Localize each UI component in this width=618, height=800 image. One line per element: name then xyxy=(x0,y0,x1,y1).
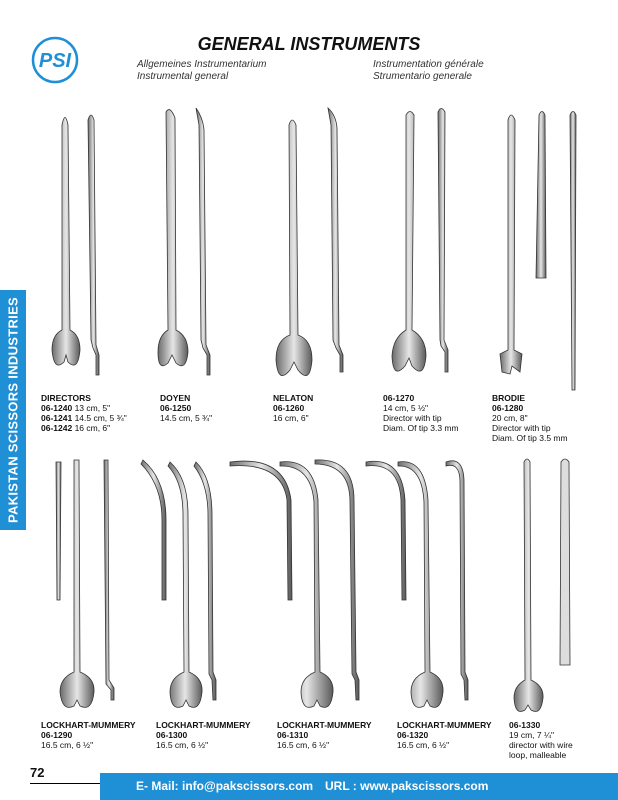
item-nelaton-label: NELATON 06-1260 16 cm, 6" xyxy=(273,393,314,423)
lockhart-1310-wire xyxy=(315,460,359,700)
lockhart-1320-curved xyxy=(366,461,406,600)
item-lockhart-1320-label: LOCKHART-MUMMERY 06-1320 16.5 cm, 6 ½" xyxy=(397,720,492,750)
item-directors-label: DIRECTORS 06-1240 13 cm, 5" 06-1241 14.5 cm, 5 ¾" 06-1242 16 cm, 6" xyxy=(41,393,127,433)
item-lockhart-1310-label: LOCKHART-MUMMERY 06-1310 16.5 cm, 6 ½" xyxy=(277,720,372,750)
director-1270-probe xyxy=(438,109,448,373)
footer-bar xyxy=(100,773,618,800)
item-lockhart-1290-label: LOCKHART-MUMMERY 06-1290 16.5 cm, 6 ½" xyxy=(41,720,136,750)
svg-text:PSI: PSI xyxy=(38,50,72,72)
subtitle-fr: Instrumentation générale xyxy=(373,59,484,70)
lockhart-1300-instrument xyxy=(168,462,202,707)
lockhart-1310-curved xyxy=(230,461,292,600)
probe-1330-wire-loop xyxy=(560,459,570,665)
probe-1330-instrument xyxy=(514,459,543,712)
item-1330-label: 06-1330 19 cm, 7 ¼" director with wire loop, malleable xyxy=(509,720,573,760)
side-tab-text: PAKISTAN SCISSORS INDUSTRIES xyxy=(5,296,21,524)
subtitle-de: Allgemeines Instrumentarium xyxy=(137,59,267,70)
doyen-probe xyxy=(196,108,210,375)
item-brodie-label: BRODIE 06-1280 20 cm, 8" Director with tip Diam. Of tip 3.5 mm xyxy=(492,393,568,443)
director-1270-instrument xyxy=(392,112,426,372)
subtitle-it: Strumentario generale xyxy=(373,71,472,82)
footer-url[interactable]: URL : www.pakscissors.com xyxy=(325,779,489,793)
directors-instrument xyxy=(52,118,80,366)
item-lockhart-1300-label: LOCKHART-MUMMERY 06-1300 16.5 cm, 6 ½" xyxy=(156,720,251,750)
lockhart-1300-wire xyxy=(194,462,216,700)
page-number: 72 xyxy=(30,765,45,780)
item-1270-label: 06-1270 14 cm, 5 ½" Director with tip Diam. Of tip 3.3 mm xyxy=(383,393,459,433)
brodie-instrument xyxy=(500,115,522,374)
brodie-tube xyxy=(536,112,546,279)
lockhart-1320-wire xyxy=(446,461,468,700)
nelaton-probe xyxy=(328,108,343,372)
item-doyen-label: DOYEN 06-1250 14.5 cm, 5 ¾" xyxy=(160,393,213,423)
directors-probe xyxy=(88,115,99,375)
footer-email[interactable]: E- Mail: info@pakscissors.com xyxy=(136,779,314,793)
page-title: GENERAL INSTRUMENTS xyxy=(197,34,421,54)
lockhart-1300-curved xyxy=(141,460,166,600)
doyen-instrument xyxy=(158,110,188,366)
footer-rule xyxy=(30,783,100,784)
lockhart-1290-wire xyxy=(104,460,114,700)
nelaton-instrument xyxy=(276,120,312,376)
subtitle-es: Instrumental general xyxy=(137,71,229,82)
brodie-wire xyxy=(570,112,576,391)
lockhart-1290-instrument xyxy=(60,460,94,707)
lockhart-1290-probe xyxy=(56,462,61,600)
